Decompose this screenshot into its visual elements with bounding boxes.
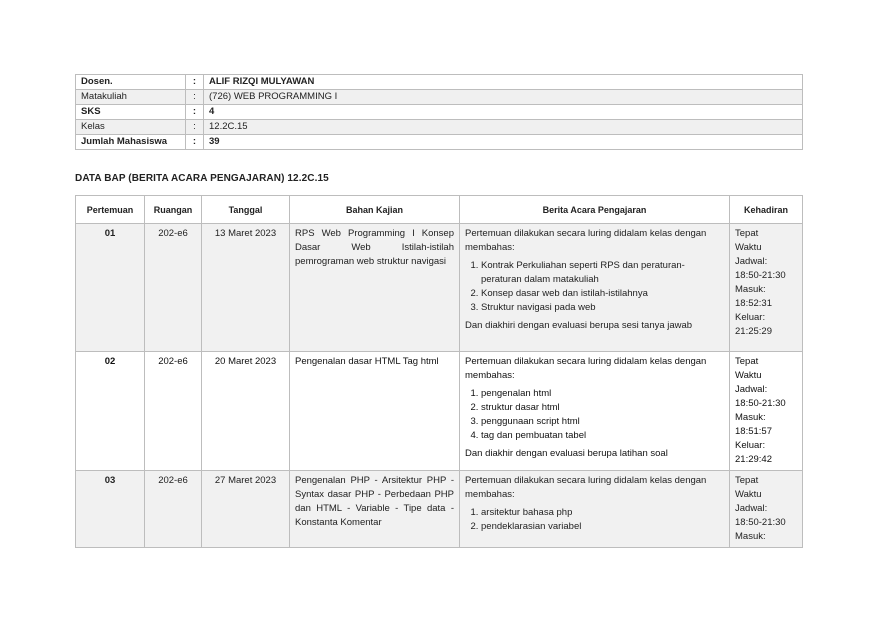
kehadiran-line: Masuk: [735,531,766,542]
berita-topic-list [465,259,724,315]
berita-intro: Pertemuan dilakukan secara luring didalam kelas dengan membahas: [465,356,707,381]
info-separator: : [186,135,204,150]
berita-topic-list [465,506,724,534]
list-item: 2. Konsep dasar web dan istilah-istilahnya [481,287,724,301]
cell-berita-acara [460,352,730,471]
info-label: Jumlah Mahasiswa [76,135,186,150]
list-item: 1. Kontrak Perkuliahan seperti RPS dan peraturan-peraturan dalam matakuliah [481,259,724,287]
cell-tanggal: 20 Maret 2023 [202,352,290,471]
info-value: (726) WEB PROGRAMMING I [204,90,803,105]
course-info-table [75,74,803,150]
list-item: 4. tag dan pembuatan tabel [481,429,724,443]
cell-kehadiran [730,352,803,471]
kehadiran-line: Tepat [735,475,759,486]
cell-ruangan: 202-e6 [145,352,202,471]
info-row [76,75,803,90]
kehadiran-line: 21:29:42 [735,454,772,465]
cell-bahan-kajian: RPS Web Programming I Konsep Dasar Web Istilah-istilah pemrograman web struktur navigasi [290,224,460,352]
course-info-body [76,75,803,150]
info-separator: : [186,90,204,105]
header-tanggal: Tanggal [202,196,290,224]
cell-pertemuan: 03 [76,471,145,548]
info-row [76,120,803,135]
list-item: 3. Struktur navigasi pada web [481,301,724,315]
kehadiran-line: Masuk: [735,412,766,423]
kehadiran-line: 18:50-21:30 [735,270,786,281]
list-item: 3. penggunaan script html [481,415,724,429]
cell-bahan-kajian: Pengenalan dasar HTML Tag html [290,352,460,471]
cell-bahan-kajian: Pengenalan PHP - Arsitektur PHP - Syntax dasar PHP - Perbedaan PHP dan HTML - Variable - Tipe data - Konstanta Komentar [290,471,460,548]
kehadiran-line: Waktu [735,489,762,500]
table-row [76,471,803,548]
header-pertemuan: Pertemuan [76,196,145,224]
berita-closing: Dan diakhiri dengan evaluasi berupa sesi tanya jawab [465,320,693,331]
header-ruangan: Ruangan [145,196,202,224]
kehadiran-line: Masuk: [735,284,766,295]
header-kehadiran: Kehadiran [730,196,803,224]
bap-body [76,224,803,548]
info-label: Dosen. [76,75,186,90]
cell-tanggal: 27 Maret 2023 [202,471,290,548]
cell-ruangan: 202-e6 [145,471,202,548]
kehadiran-line: Tepat [735,228,759,239]
berita-intro: Pertemuan dilakukan secara luring didalam kelas dengan membahas: [465,228,707,253]
bap-header-row [76,196,803,224]
kehadiran-line: 21:25:29 [735,326,772,337]
cell-kehadiran [730,224,803,352]
info-label: SKS [76,105,186,120]
kehadiran-line: Waktu [735,370,762,381]
kehadiran-line: 18:50-21:30 [735,517,786,528]
cell-pertemuan: 02 [76,352,145,471]
kehadiran-line: 18:50-21:30 [735,398,786,409]
header-bahan-kajian: Bahan Kajian [290,196,460,224]
section-title: DATA BAP (BERITA ACARA PENGAJARAN) 12.2C.15 [75,173,329,184]
list-item: 1. arsitektur bahasa php [481,506,724,520]
info-value: 39 [204,135,803,150]
cell-tanggal: 13 Maret 2023 [202,224,290,352]
info-separator: : [186,75,204,90]
kehadiran-line: Jadwal: [735,503,768,514]
table-row [76,224,803,352]
table-row [76,352,803,471]
kehadiran-line: Keluar: [735,440,766,451]
cell-ruangan: 202-e6 [145,224,202,352]
kehadiran-line: Jadwal: [735,384,768,395]
info-value: ALIF RIZQI MULYAWAN [204,75,803,90]
info-separator: : [186,105,204,120]
info-label: Matakuliah [76,90,186,105]
berita-intro: Pertemuan dilakukan secara luring didalam kelas dengan membahas: [465,475,707,500]
kehadiran-line: Jadwal: [735,256,768,267]
info-value: 12.2C.15 [204,120,803,135]
kehadiran-line: 18:52:31 [735,298,772,309]
cell-pertemuan: 01 [76,224,145,352]
cell-kehadiran [730,471,803,548]
info-row [76,135,803,150]
list-item: 2. struktur dasar html [481,401,724,415]
cell-berita-acara [460,471,730,548]
list-item: 1. pengenalan html [481,387,724,401]
info-row [76,105,803,120]
kehadiran-line: Waktu [735,242,762,253]
info-label: Kelas [76,120,186,135]
kehadiran-line: 18:51:57 [735,426,772,437]
berita-topic-list [465,387,724,443]
berita-closing: Dan diakhir dengan evaluasi berupa latihan soal [465,448,668,459]
bap-table [75,195,803,548]
info-value: 4 [204,105,803,120]
list-item: 2. pendeklarasian variabel [481,520,724,534]
info-row [76,90,803,105]
kehadiran-line: Keluar: [735,312,766,323]
header-berita-acara: Berita Acara Pengajaran [460,196,730,224]
cell-berita-acara [460,224,730,352]
kehadiran-line: Tepat [735,356,759,367]
info-separator: : [186,120,204,135]
